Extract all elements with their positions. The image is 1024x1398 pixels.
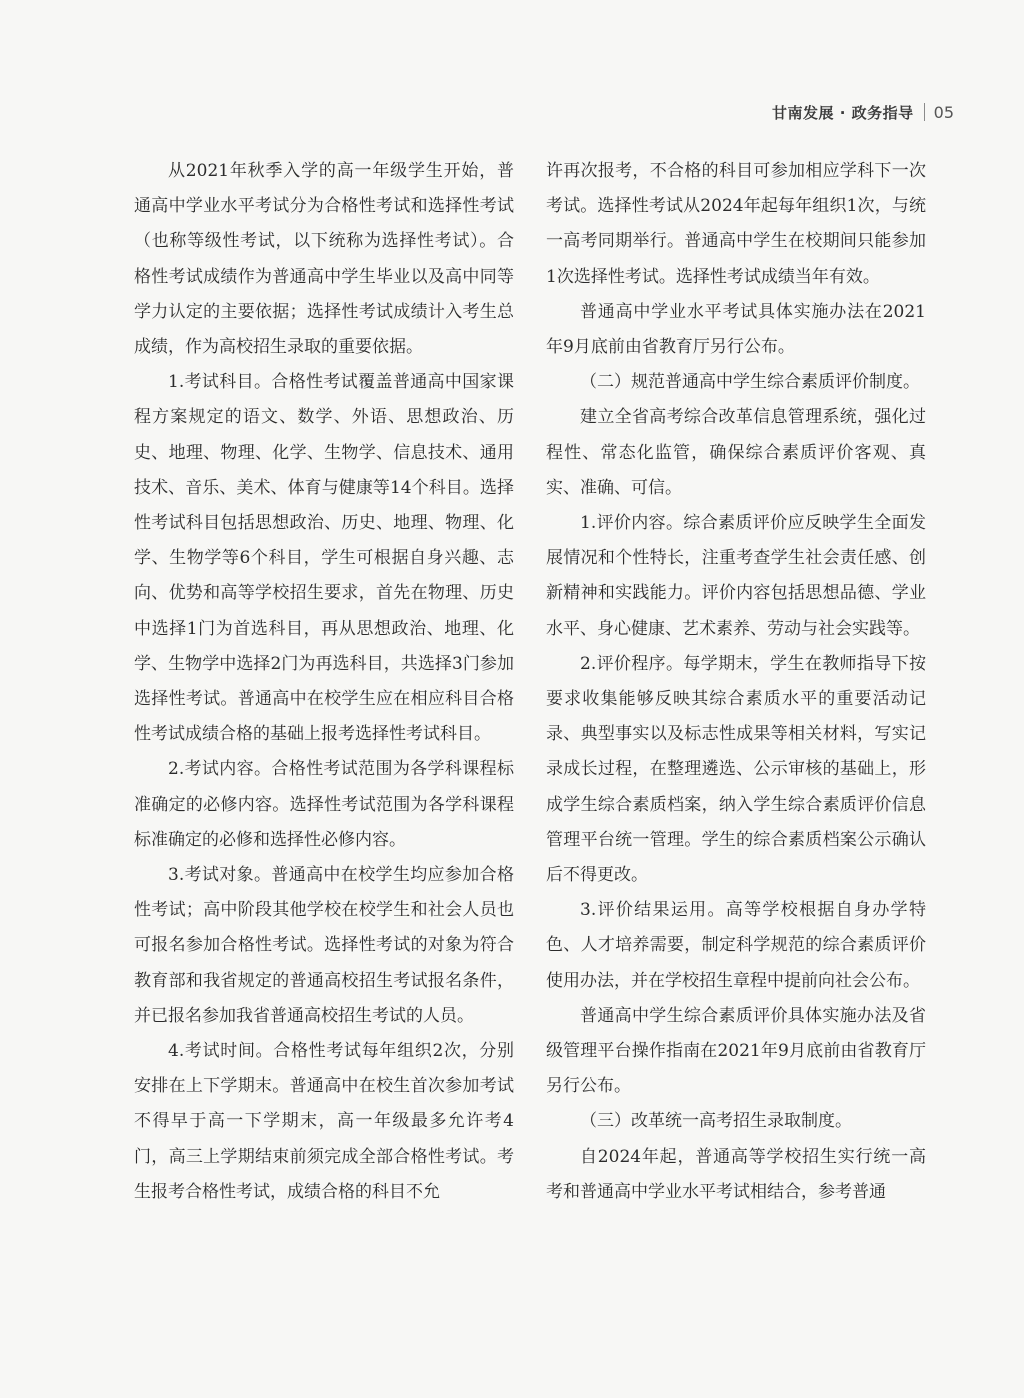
paragraph: 普通高中学生综合素质评价具体实施办法及省级管理平台操作指南在2021年9月底前由省教育厅另行公布。 (546, 1005, 926, 1097)
paragraph: 2.考试内容。合格性考试范围为各学科课程标准确定的必修内容。选择性考试范围为各学科课程标准确定的必修和选择性必修内容。 (134, 759, 514, 850)
paragraph: 自2024年起，普通高等学校招生实行统一高考和普通高中学业水平考试相结合，参考普通 (546, 1146, 926, 1202)
paragraph: 3.评价结果运用。高等学校根据自身办学特色、人才培养需要，制定科学规范的综合素质评价使用办法，并在学校招生章程中提前向社会公布。 (546, 900, 926, 991)
paragraph: 2.评价程序。每学期末，学生在教师指导下按要求收集能够反映其综合素质水平的重要活动记录、典型事实以及标志性成果等相关材料，写实记录成长过程，在整理遴选、公示审核的基础上，形成学生综合素质档案，纳入学生综合素质评价信息管理平台统一管理。学生的综合素质档案公示确认后不得更改。 (546, 653, 926, 886)
header-divider (924, 103, 925, 121)
section-heading: （二）规范普通高中学生综合素质评价制度。 (580, 372, 920, 393)
paragraph: 建立全省高考综合改革信息管理系统，强化过程性、常态化监管，确保综合素质评价客观、真实、准确、可信。 (546, 407, 926, 498)
paragraph: 1.评价内容。综合素质评价应反映学生全面发展情况和个性特长，注重考查学生社会责任感、创新精神和实践能力。评价内容包括思想品德、学业水平、身心健康、艺术素养、劳动与社会实践等。 (546, 513, 926, 639)
left-column (134, 154, 514, 1334)
paragraph: 1.考试科目。合格性考试覆盖普通高中国家课程方案规定的语文、数学、外语、思想政治、历史、地理、物理、化学、生物学、信息技术、通用技术、音乐、美术、体育与健康等14个科目。选择性考试科目包括思想政治、历史、地理、物理、化学、生物学等6个科目，学生可根据自身兴趣、志向、优势和高等学校招生要求，首先在物理、历史中选择1门为首选科目，再从思想政治、地理、化学、生物学中选择2门为再选科目，共选择3门参加选择性考试。普通高中在校学生应在相应科目合格性考试成绩合格的基础上报考选择性考试科目。 (134, 372, 514, 745)
right-column (546, 154, 926, 1334)
paragraph: 普通高中学业水平考试具体实施办法在2021年9月底前由省教育厅另行公布。 (546, 301, 926, 358)
paragraph: 从2021年秋季入学的高一年级学生开始，普通高中学业水平考试分为合格性考试和选择性考试（也称等级性考试，以下统称为选择性考试）。合格性考试成绩作为普通高中学生毕业以及高中同等学力认定的主要依据；选择性考试成绩计入考生总成绩，作为高校招生录取的重要依据。 (134, 161, 514, 358)
page-number: 05 (933, 102, 954, 122)
section-heading: （三）改革统一高考招生录取制度。 (580, 1111, 852, 1132)
paragraph: 3.考试对象。普通高中在校学生均应参加合格性考试；高中阶段其他学校在校学生和社会人员也可报名参加合格性考试。选择性考试的对象为符合教育部和我省规定的普通高校招生考试报名条件，并已报名参加我省普通高校招生考试的人员。 (134, 865, 514, 1026)
page-header (772, 100, 954, 124)
section-title: 甘南发展 · 政务指导 (771, 103, 914, 122)
paragraph: 4.考试时间。合格性考试每年组织2次，分别安排在上下学期末。普通高中在校生首次参加考试不得早于高一下学期末，高一年级最多允许考4门，高三上学期结束前须完成全部合格性考试。考生报考合格性考试，成绩合格的科目不允 (134, 1041, 514, 1202)
paragraph-continued: 许再次报考，不合格的科目可参加相应学科下一次考试。选择性考试从2024年起每年组织1次，与统一高考同期举行。普通高中学生在校期间只能参加1次选择性考试。选择性考试成绩当年有效。 (546, 161, 926, 287)
